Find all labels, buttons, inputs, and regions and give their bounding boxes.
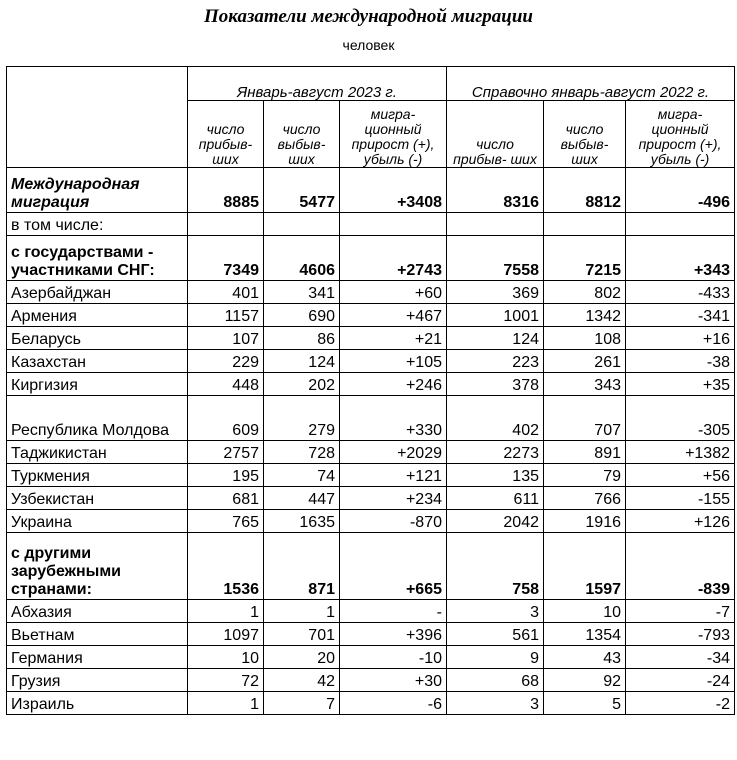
cell-value: -341 <box>626 304 735 327</box>
cell-value: 10 <box>188 646 264 669</box>
cell-value: 202 <box>264 373 340 396</box>
cell-value <box>340 213 447 236</box>
cell-value: 378 <box>447 373 544 396</box>
cell-value: +330 <box>340 396 447 441</box>
cell-value: +126 <box>626 510 735 533</box>
cell-value: 279 <box>264 396 340 441</box>
cell-value: +396 <box>340 623 447 646</box>
row-label: Израиль <box>7 692 188 715</box>
cell-value: 124 <box>264 350 340 373</box>
cell-value: 4606 <box>264 236 340 281</box>
table-row <box>7 168 735 213</box>
cell-value: +2029 <box>340 441 447 464</box>
table-row <box>7 304 735 327</box>
row-label: Германия <box>7 646 188 669</box>
cell-value: 5 <box>544 692 626 715</box>
cell-value: 7558 <box>447 236 544 281</box>
cell-value: 1097 <box>188 623 264 646</box>
table-row <box>7 487 735 510</box>
cell-value: 766 <box>544 487 626 510</box>
cell-value: 68 <box>447 669 544 692</box>
cell-value: -10 <box>340 646 447 669</box>
cell-value: +21 <box>340 327 447 350</box>
cell-value: 447 <box>264 487 340 510</box>
cell-value: 8316 <box>447 168 544 213</box>
cell-value: 1 <box>188 692 264 715</box>
cell-value: 2273 <box>447 441 544 464</box>
cell-value: +234 <box>340 487 447 510</box>
cell-value <box>544 213 626 236</box>
cell-value: +56 <box>626 464 735 487</box>
table-row <box>7 441 735 464</box>
cell-value: 229 <box>188 350 264 373</box>
cell-value: 681 <box>188 487 264 510</box>
row-label: Казахстан <box>7 350 188 373</box>
table-row <box>7 327 735 350</box>
cell-value: +16 <box>626 327 735 350</box>
cell-value: 1001 <box>447 304 544 327</box>
cell-value: -496 <box>626 168 735 213</box>
table-row <box>7 396 735 441</box>
cell-value: 609 <box>188 396 264 441</box>
cell-value: 261 <box>544 350 626 373</box>
cell-value: 402 <box>447 396 544 441</box>
cell-value: 1635 <box>264 510 340 533</box>
cell-value: - <box>340 600 447 623</box>
cell-value: 871 <box>264 533 340 600</box>
table-row <box>7 236 735 281</box>
cell-value: 728 <box>264 441 340 464</box>
cell-value: -155 <box>626 487 735 510</box>
cell-value <box>188 213 264 236</box>
cell-value: +1382 <box>626 441 735 464</box>
row-label: Республика Молдова <box>7 396 188 441</box>
table-row <box>7 510 735 533</box>
cell-value: 72 <box>188 669 264 692</box>
cell-value: 401 <box>188 281 264 304</box>
table-row <box>7 464 735 487</box>
cell-value: +2743 <box>340 236 447 281</box>
row-label: с государствами - участниками СНГ: <box>7 236 188 281</box>
cell-value: 765 <box>188 510 264 533</box>
cell-value: 5477 <box>264 168 340 213</box>
table-row <box>7 213 735 236</box>
header-net-2022: мигра- ционный прирост (+), убыль (-) <box>626 101 735 168</box>
table-row <box>7 646 735 669</box>
cell-value: 74 <box>264 464 340 487</box>
cell-value: 9 <box>447 646 544 669</box>
migration-table <box>6 66 735 715</box>
cell-value: +60 <box>340 281 447 304</box>
header-arrivals-2022: число прибыв- ших <box>447 101 544 168</box>
cell-value: 195 <box>188 464 264 487</box>
cell-value: 135 <box>447 464 544 487</box>
cell-value: -433 <box>626 281 735 304</box>
cell-value: -870 <box>340 510 447 533</box>
cell-value: -38 <box>626 350 735 373</box>
cell-value <box>264 213 340 236</box>
table-row <box>7 692 735 715</box>
table-row <box>7 281 735 304</box>
cell-value: +343 <box>626 236 735 281</box>
cell-value: 369 <box>447 281 544 304</box>
cell-value: 10 <box>544 600 626 623</box>
table-row <box>7 373 735 396</box>
cell-value: 7215 <box>544 236 626 281</box>
cell-value: 92 <box>544 669 626 692</box>
unit-label: человек <box>342 37 395 53</box>
cell-value: 223 <box>447 350 544 373</box>
cell-value: 561 <box>447 623 544 646</box>
cell-value: 343 <box>544 373 626 396</box>
row-label: Украина <box>7 510 188 533</box>
row-label: Армения <box>7 304 188 327</box>
header-departures-2022: число выбыв- ших <box>544 101 626 168</box>
cell-value: 1354 <box>544 623 626 646</box>
cell-value: 341 <box>264 281 340 304</box>
cell-value: 79 <box>544 464 626 487</box>
row-label: Беларусь <box>7 327 188 350</box>
row-label: в том числе: <box>7 213 188 236</box>
cell-value: 690 <box>264 304 340 327</box>
header-corner <box>7 67 188 168</box>
header-departures-2023: число выбыв- ших <box>264 101 340 168</box>
cell-value: 107 <box>188 327 264 350</box>
table-row <box>7 533 735 600</box>
cell-value: 20 <box>264 646 340 669</box>
cell-value: -839 <box>626 533 735 600</box>
cell-value: 2042 <box>447 510 544 533</box>
cell-value: -6 <box>340 692 447 715</box>
cell-value: 43 <box>544 646 626 669</box>
page-title: Показатели международной миграции <box>204 6 533 27</box>
table-row <box>7 600 735 623</box>
cell-value: +121 <box>340 464 447 487</box>
header-arrivals-2023: число прибыв- ших <box>188 101 264 168</box>
cell-value: -7 <box>626 600 735 623</box>
cell-value: 7349 <box>188 236 264 281</box>
cell-value: -24 <box>626 669 735 692</box>
cell-value: 891 <box>544 441 626 464</box>
cell-value: 1 <box>188 600 264 623</box>
cell-value: -305 <box>626 396 735 441</box>
cell-value: 611 <box>447 487 544 510</box>
cell-value: 1536 <box>188 533 264 600</box>
cell-value: 1342 <box>544 304 626 327</box>
cell-value: 1916 <box>544 510 626 533</box>
cell-value: 1 <box>264 600 340 623</box>
cell-value: 2757 <box>188 441 264 464</box>
cell-value: 8812 <box>544 168 626 213</box>
row-label: Грузия <box>7 669 188 692</box>
cell-value: 448 <box>188 373 264 396</box>
cell-value: -2 <box>626 692 735 715</box>
row-label: Таджикистан <box>7 441 188 464</box>
row-label: Узбекистан <box>7 487 188 510</box>
cell-value: +30 <box>340 669 447 692</box>
row-label: Азербайджан <box>7 281 188 304</box>
cell-value: 8885 <box>188 168 264 213</box>
cell-value: 802 <box>544 281 626 304</box>
cell-value <box>626 213 735 236</box>
cell-value: 701 <box>264 623 340 646</box>
row-label: Вьетнам <box>7 623 188 646</box>
table-row <box>7 669 735 692</box>
header-period-2023: Январь-август 2023 г. <box>188 67 447 101</box>
cell-value: 124 <box>447 327 544 350</box>
cell-value: +35 <box>626 373 735 396</box>
cell-value: 1597 <box>544 533 626 600</box>
cell-value: +665 <box>340 533 447 600</box>
cell-value: 86 <box>264 327 340 350</box>
cell-value: 108 <box>544 327 626 350</box>
cell-value: +105 <box>340 350 447 373</box>
cell-value: +246 <box>340 373 447 396</box>
row-label: с другими зарубежными странами: <box>7 533 188 600</box>
cell-value: +467 <box>340 304 447 327</box>
header-net-2023: мигра- ционный прирост (+), убыль (-) <box>340 101 447 168</box>
table-row <box>7 350 735 373</box>
row-label: Абхазия <box>7 600 188 623</box>
header-period-2022: Справочно январь-август 2022 г. <box>447 67 735 101</box>
cell-value: 758 <box>447 533 544 600</box>
table-row <box>7 623 735 646</box>
row-label: Туркмения <box>7 464 188 487</box>
cell-value: -34 <box>626 646 735 669</box>
cell-value: +3408 <box>340 168 447 213</box>
cell-value: 7 <box>264 692 340 715</box>
cell-value <box>447 213 544 236</box>
cell-value: 3 <box>447 692 544 715</box>
cell-value: 3 <box>447 600 544 623</box>
row-label: Киргизия <box>7 373 188 396</box>
row-label: Международная миграция <box>7 168 188 213</box>
cell-value: -793 <box>626 623 735 646</box>
cell-value: 42 <box>264 669 340 692</box>
cell-value: 707 <box>544 396 626 441</box>
cell-value: 1157 <box>188 304 264 327</box>
